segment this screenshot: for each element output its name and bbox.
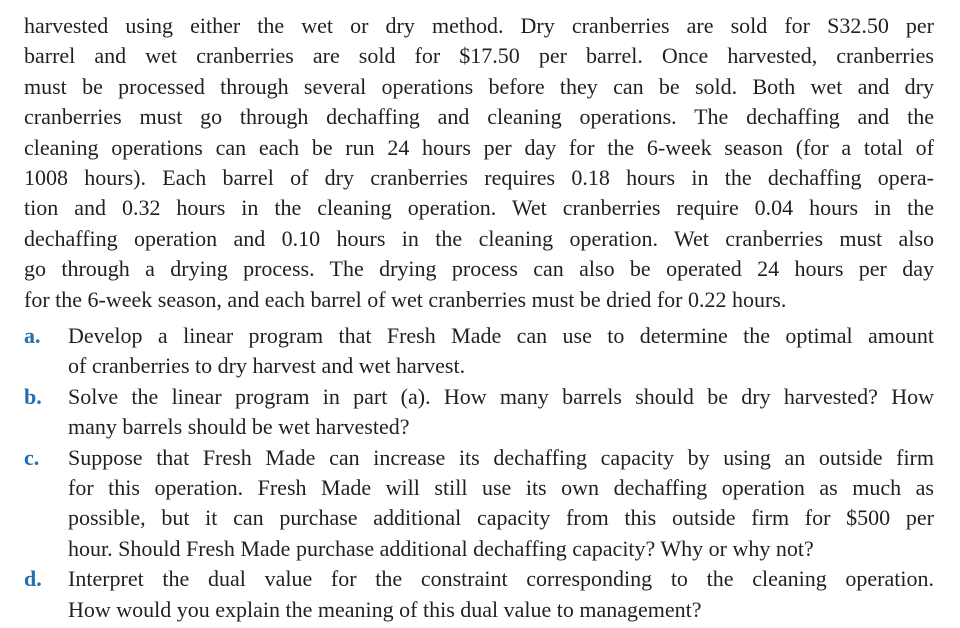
intro-line: barrel and wet cranberries are sold for $17.50 per barrel. Once harvested, cranberries — [24, 43, 934, 69]
part-marker: b. — [24, 383, 42, 409]
intro-line: 1008 hours). Each barrel of dry cranberries requires 0.18 hours in the dechaffing opera- — [24, 164, 934, 190]
part-line: for this operation. Fresh Made will still use its own dechaffing operation as much as — [68, 474, 934, 500]
part-line: Solve the linear program in part (a). How many barrels should be dry harvested? How — [68, 383, 934, 409]
problem-intro-paragraph — [24, 11, 934, 315]
intro-line: go through a drying process. The drying process can also be operated 24 hours per day — [24, 256, 934, 282]
part-line: of cranberries to dry harvest and wet harvest. — [68, 353, 466, 379]
part-line: How would you explain the meaning of this dual value to management? — [68, 596, 702, 622]
part-line: hour. Should Fresh Made purchase additional dechaffing capacity? Why or why not? — [68, 535, 814, 561]
intro-line: cranberries must go through dechaffing and cleaning operations. The dechaffing and the — [24, 104, 934, 130]
intro-line: cleaning operations can each be run 24 hours per day for the 6-week season (for a total of — [24, 134, 934, 160]
part-line: Interpret the dual value for the constraint corresponding to the cleaning operation. — [68, 566, 934, 592]
part-line: Develop a linear program that Fresh Made can use to determine the optimal amount — [68, 323, 934, 348]
part-line: many barrels should be wet harvested? — [68, 414, 410, 440]
intro-line: tion and 0.32 hours in the cleaning operation. Wet cranberries require 0.04 hours in the — [24, 195, 934, 221]
part-line: possible, but it can purchase additional capacity from this outside firm for $500 per — [68, 505, 934, 531]
problem-parts-list — [24, 321, 934, 625]
part-marker: a. — [24, 323, 41, 348]
intro-line: must be processed through several operations before they can be sold. Both wet and dry — [24, 73, 934, 99]
part-marker: d. — [24, 566, 42, 592]
part-line: Suppose that Fresh Made can increase its dechaffing capacity by using an outside firm — [68, 444, 934, 470]
problem-part-a — [24, 321, 934, 382]
problem-part-b — [24, 382, 934, 443]
part-marker: c. — [24, 444, 40, 470]
intro-line: dechaffing operation and 0.10 hours in the cleaning operation. Wet cranberries must also — [24, 225, 934, 251]
intro-line: for the 6-week season, and each barrel of wet cranberries must be dried for 0.22 hours. — [24, 286, 787, 312]
intro-line: harvested using either the wet or dry method. Dry cranberries are sold for S32.50 per — [24, 13, 934, 38]
problem-part-c — [24, 443, 934, 565]
problem-part-d — [24, 564, 934, 625]
